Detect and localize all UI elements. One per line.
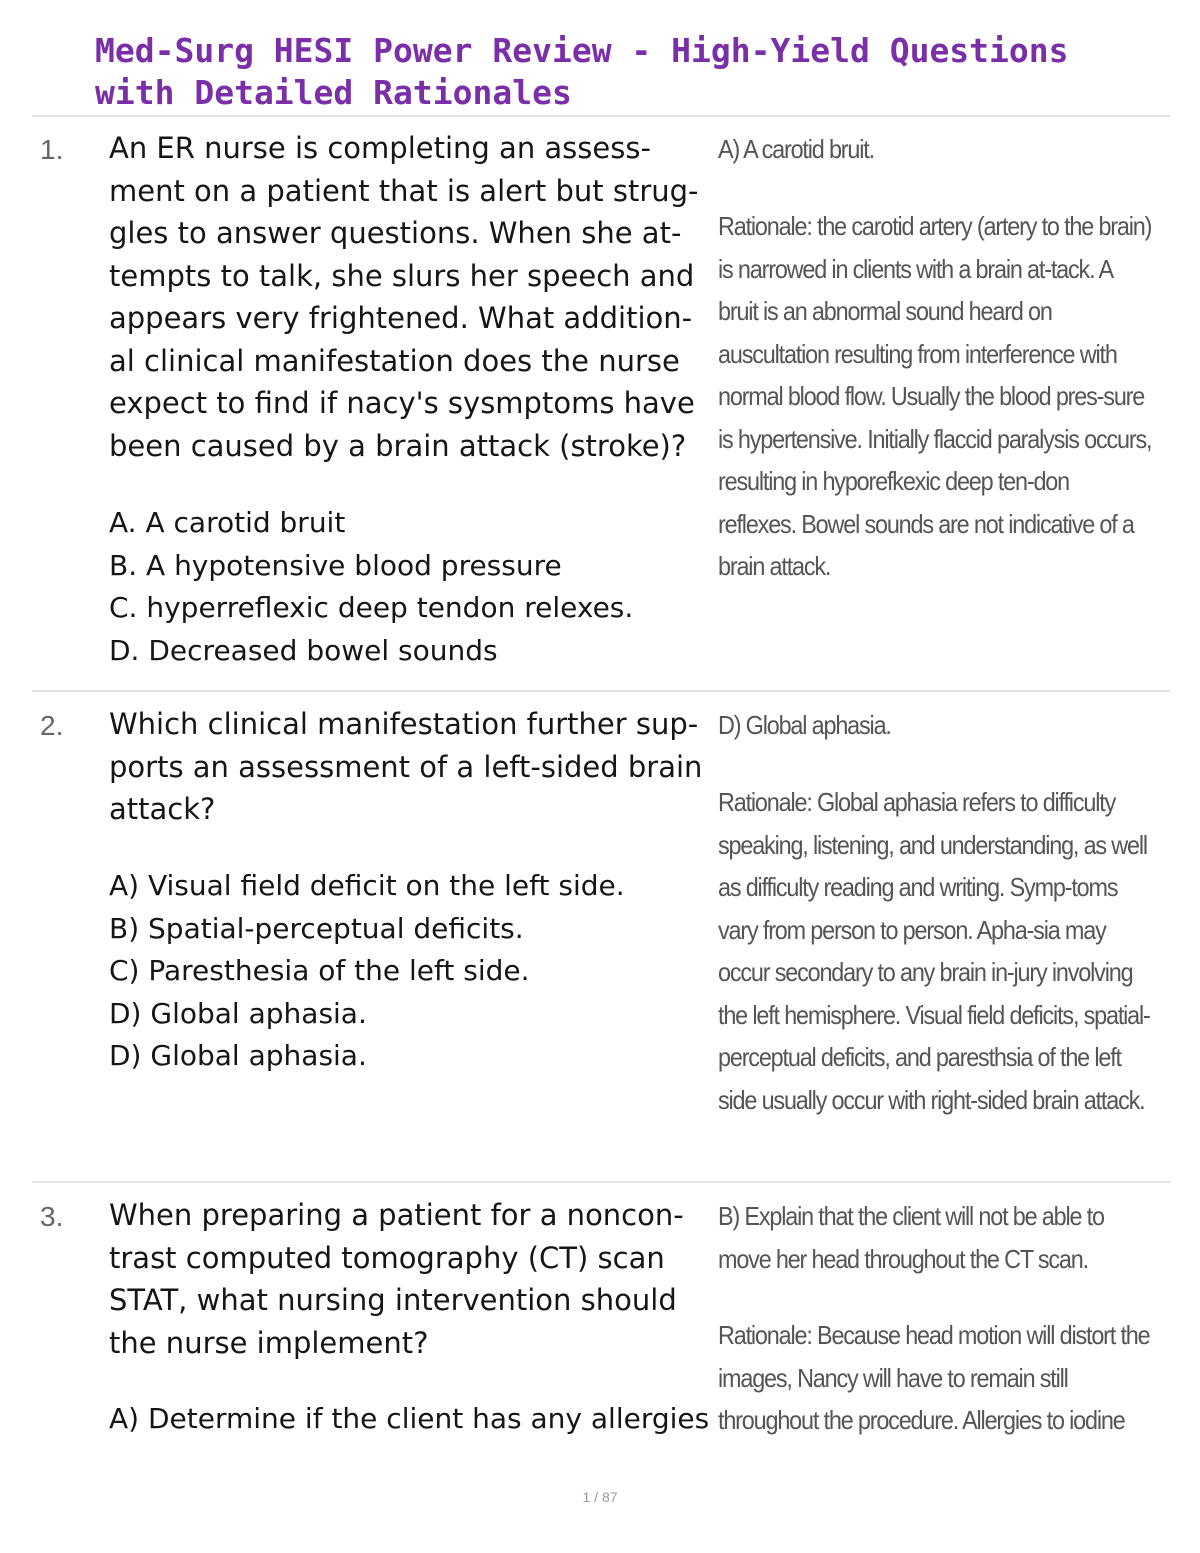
page-indicator: 1 / 87 <box>582 1489 618 1505</box>
correct-answer: B) Explain that the client will not be able to move her head throughout the CT scan. <box>718 1201 1104 1274</box>
option-b: B. A hypotensive blood pressure <box>109 548 562 582</box>
question-number: 1. <box>40 134 64 165</box>
answer-options <box>109 865 719 1078</box>
option-d: D. Decreased bowel sounds <box>109 633 498 667</box>
question-text: An ER nurse is completing an assess-ment on a patient that is alert but strug-gles to answer questions. When she at-tempts to talk, she slurs her speech and appears very frightened. What addition-al clinical manifestation does the nurse expect to find if nacy's sysmptoms have been caused by a brain attack (stroke)? <box>109 131 699 463</box>
rationale-text: Rationale: the carotid artery (artery to the brain) is narrowed in clients with a brain at-tack. A bruit is an abnormal sound heard on auscultation resulting from interference with normal blood flow. Usually the blood pres-sure is hypertensive. Initially flaccid paralysis occurs, resulting in hyporefkexic deep ten-don reflexes. Bowel sounds are not indicative of a brain attack. <box>718 211 1152 581</box>
question-text: When preparing a patient for a noncon-trast computed tomography (CT) scan STAT, what nursing intervention should the nurse implement? <box>109 1198 684 1360</box>
correct-answer: D) Global aphasia. <box>718 710 891 740</box>
question-number: 2. <box>40 710 64 741</box>
section-divider <box>32 1181 1170 1183</box>
option-a: A) Determine if the client has any allergies <box>109 1402 710 1435</box>
option-a: A) Visual field deficit on the left side. <box>109 869 625 902</box>
section-divider <box>32 115 1170 117</box>
option-d-repeat: D) Global aphasia. <box>109 1039 367 1072</box>
option-c: C. hyperreflexic deep tendon relexes. <box>109 591 634 624</box>
option-b: B) Spatial-perceptual deficits. <box>109 911 524 945</box>
rationale-text: Rationale: Because head motion will distort the images, Nancy will have to remain still throughout the procedure. Allergies to iodine <box>718 1320 1150 1435</box>
question-number: 3. <box>40 1201 64 1232</box>
section-divider <box>32 690 1170 692</box>
question-text: Which clinical manifestation further sup-ports an assessment of a left-sided brain attack? <box>109 707 703 826</box>
correct-answer: A) A carotid bruit. <box>718 134 874 164</box>
rationale-text: Rationale: Global aphasia refers to difficulty speaking, listening, and understanding, as well as difficulty reading and writing. Symp-toms vary from person to person. Apha-sia may occur secondary to any brain in-jury involving the left hemisphere. Visual field deficits, spatial-perceptual deficits, and paresthsia of the left side usually occur with right-sided brain attack. <box>718 787 1150 1115</box>
option-a: A. A carotid bruit <box>109 506 346 539</box>
answer-options <box>109 502 719 672</box>
document-title: Med-Surg HESI Power Review - High-Yield Questions with Detailed Rationales <box>95 31 1069 112</box>
option-d: D) Global aphasia. <box>109 996 367 1030</box>
option-c: C) Paresthesia of the left side. <box>109 954 530 987</box>
